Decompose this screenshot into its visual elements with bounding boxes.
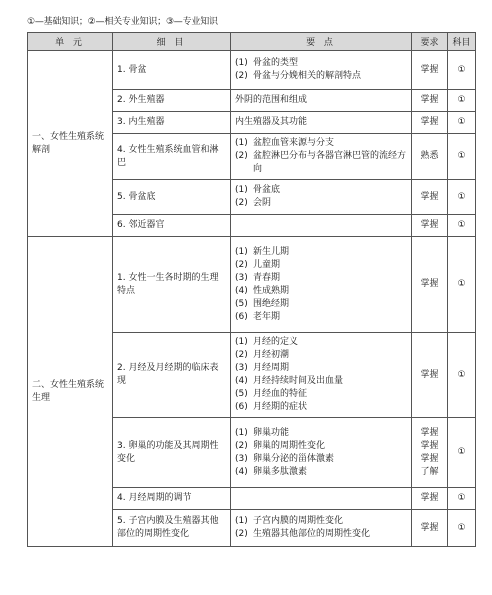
points-cell [231,488,412,510]
point-item [235,336,407,349]
table-body [28,51,476,547]
point-item [235,150,407,176]
detail-cell: 2. 外生殖器 [113,90,231,112]
point-item [235,197,407,210]
points-cell [231,418,412,488]
point-item [235,362,407,375]
point-number: (1) [235,337,248,347]
requirement-cell [412,237,448,333]
detail-cell: 4. 月经周期的调节 [113,488,231,510]
requirement-cell [412,134,448,180]
point-text: 卵巢的周期性变化 [253,440,326,451]
requirement-level: 了解 [420,466,439,477]
detail-cell: 3. 卵巢的功能及其周期性变化 [113,418,231,488]
points-cell [231,112,412,134]
point-item [235,259,407,272]
point-number: (5) [235,298,248,309]
requirement-level: 掌握 [420,427,439,438]
point-item [235,137,407,150]
requirement-cell [412,488,448,510]
point-text: 外阴的范围和组成 [235,95,308,105]
requirement-level: 掌握 [420,64,439,75]
requirement-cell [412,510,448,547]
syllabus-table [27,32,476,547]
subject-cell: ① [448,237,476,333]
point-number: (2) [235,259,248,270]
point-item [235,349,407,362]
point-text: 月经持续时间及出血量 [253,376,344,386]
subject-cell: ① [448,418,476,488]
point-item [235,94,407,107]
point-number: (3) [235,363,248,373]
points-cell [231,180,412,215]
point-text: 卵巢分泌的甾体激素 [253,453,335,464]
requirement-level: 掌握 [420,369,439,380]
point-number: (6) [235,311,248,322]
points-cell [231,510,412,547]
unit-cell: 二、女性生殖系统生理 [28,237,113,547]
point-text: 盆腔血管来源与分支 [253,138,335,148]
point-item [235,515,407,528]
subject-cell: ① [448,90,476,112]
header-detail: 细 目 [113,33,231,51]
point-number: (1) [235,427,248,438]
point-item [235,70,407,83]
table-row [28,237,476,333]
point-number: (6) [235,402,248,412]
requirement-cell [412,90,448,112]
point-number: (3) [235,453,248,464]
point-text: 卵巢功能 [253,427,290,438]
detail-cell: 1. 女性一生各时期的生理特点 [113,237,231,333]
point-item [235,116,407,129]
point-number: (1) [235,516,248,526]
requirement-level: 掌握 [420,522,439,533]
point-text: 月经期的症状 [253,402,308,412]
point-text: 内生殖器及其功能 [235,117,308,127]
point-item [235,528,407,541]
point-number: (1) [235,138,248,148]
requirement-level: 掌握 [420,440,439,451]
point-number: (1) [235,246,248,257]
detail-cell: 5. 骨盆底 [113,180,231,215]
requirement-cell [412,180,448,215]
detail-cell: 2. 月经及月经期的临床表现 [113,333,231,418]
point-item [235,311,407,324]
requirement-level: 掌握 [420,117,439,127]
point-text: 盆腔淋巴分布与各器官淋巴管的流经方向 [253,151,407,174]
requirement-level: 掌握 [420,279,439,289]
point-item [235,401,407,414]
point-number: (5) [235,389,248,399]
detail-cell: 1. 骨盆 [113,51,231,90]
point-item [235,466,407,479]
point-item [235,246,407,259]
point-text: 骨盆的类型 [253,58,299,68]
point-text: 生殖器其他部位的周期性变化 [253,529,371,539]
point-number: (2) [235,529,248,539]
point-text: 月经初潮 [253,350,290,360]
point-number: (4) [235,285,248,296]
point-item [235,184,407,197]
subject-cell: ① [448,215,476,237]
points-cell [231,215,412,237]
point-number: (1) [235,58,248,68]
detail-cell: 4. 女性生殖系统血管和淋巴 [113,134,231,180]
subject-cell: ① [448,51,476,90]
header-subject: 科目 [448,33,476,51]
point-number: (1) [235,185,248,195]
header-points: 要 点 [231,33,412,51]
requirement-level: 掌握 [420,191,439,202]
point-text: 性成熟期 [253,285,290,296]
point-number: (2) [235,350,248,360]
point-text: 青春期 [253,272,281,283]
requirement-cell [412,51,448,90]
points-cell [231,90,412,112]
point-item [235,453,407,466]
requirement-cell [412,418,448,488]
point-item [235,272,407,285]
requirement-level: 熟悉 [420,151,439,161]
table-header-row [28,33,476,51]
points-cell [231,333,412,418]
table-row [28,51,476,90]
points-cell [231,237,412,333]
requirement-cell [412,215,448,237]
header-unit: 单 元 [28,33,113,51]
point-item [235,375,407,388]
requirement-cell [412,112,448,134]
point-item [235,298,407,311]
point-text: 儿童期 [253,259,281,270]
point-text: 围绝经期 [253,298,290,309]
point-text: 月经血的特征 [253,389,308,399]
requirement-level: 掌握 [420,95,439,105]
point-item [235,285,407,298]
header-requirement: 要求 [412,33,448,51]
requirement-level: 掌握 [420,493,439,503]
requirement-cell [412,333,448,418]
point-number: (4) [235,376,248,386]
point-item [235,57,407,70]
point-item [235,440,407,453]
point-number: (2) [235,440,248,451]
point-text: 骨盆与分娩相关的解剖特点 [253,71,362,81]
unit-cell: 一、女性生殖系统解剖 [28,51,113,237]
point-text: 子宫内膜的周期性变化 [253,516,344,526]
points-cell [231,134,412,180]
point-number: (2) [235,151,248,161]
requirement-level: 掌握 [420,453,439,464]
point-text: 月经的定义 [253,337,299,347]
subject-cell: ① [448,112,476,134]
detail-cell: 3. 内生殖器 [113,112,231,134]
subject-cell: ① [448,134,476,180]
subject-cell: ① [448,510,476,547]
subject-cell: ① [448,488,476,510]
point-number: (4) [235,466,248,477]
point-text: 会阴 [253,198,272,208]
detail-cell: 5. 子宫内膜及生殖器其他部位的周期性变化 [113,510,231,547]
point-text: 老年期 [253,311,281,322]
point-text: 新生儿期 [253,246,290,257]
detail-cell: 6. 邻近器官 [113,215,231,237]
subject-cell: ① [448,333,476,418]
subject-legend: ①—基础知识；②—相关专业知识；③—专业知识 [27,17,218,27]
point-text: 月经周期 [253,363,290,373]
point-item [235,427,407,440]
requirement-level: 掌握 [420,220,439,230]
point-number: (2) [235,71,248,81]
subject-cell: ① [448,180,476,215]
point-number: (2) [235,198,248,208]
point-number: (3) [235,272,248,283]
point-text: 骨盆底 [253,185,281,195]
point-text: 卵巢多肽激素 [253,466,308,477]
point-item [235,388,407,401]
points-cell [231,51,412,90]
